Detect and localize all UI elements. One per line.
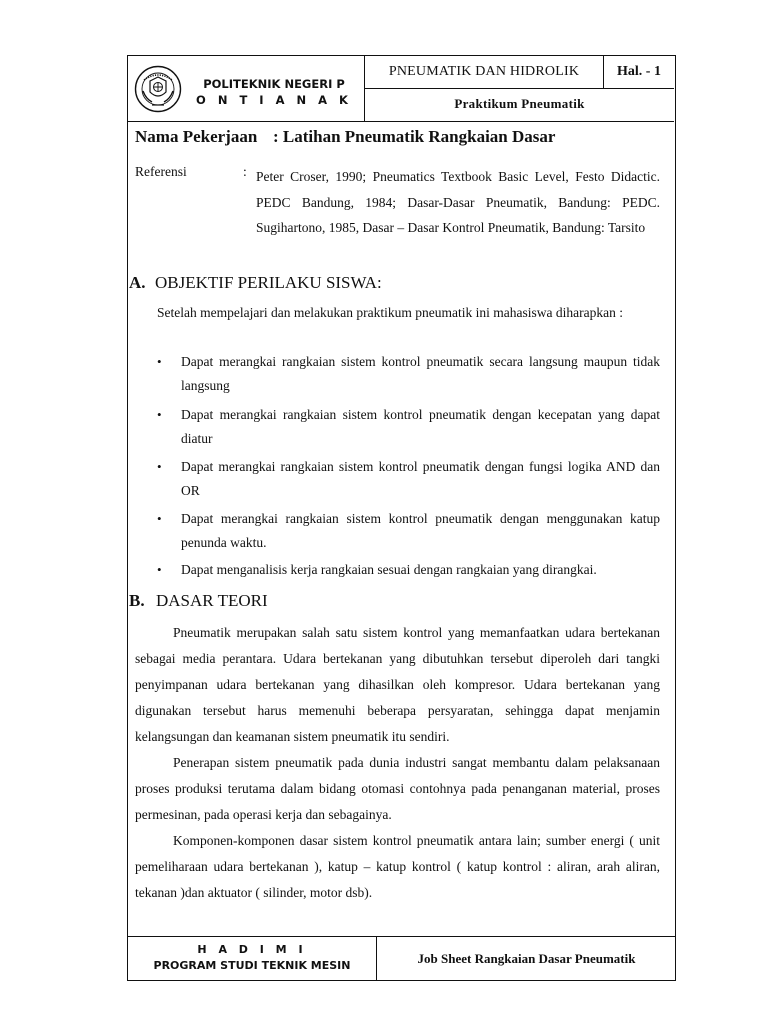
list-item-text: Dapat merangkai rangkaian sistem kontrol pneumatik dengan kecepatan yang dapat diatur <box>181 407 660 446</box>
institution-cell <box>128 56 365 121</box>
reference-label: Referensi <box>135 164 187 179</box>
bullet-icon: • <box>157 511 162 526</box>
section-a-heading <box>129 273 382 293</box>
bullet-icon: • <box>157 562 162 577</box>
list-item-text: Dapat menganalisis kerja rangkaian sesuai dengan rangkaian yang dirangkai. <box>181 562 597 577</box>
author-cell <box>127 936 377 981</box>
study-program: PROGRAM STUDI TEKNIK MESIN <box>153 959 351 972</box>
list-item-text: Dapat merangkai rangkaian sistem kontrol pneumatik dengan fungsi logika AND dan OR <box>181 459 660 498</box>
theory-paragraph: Penerapan sistem pneumatik pada dunia industri sangat membantu dalam pelaksanaan proses produksi terutama dalam bidang otomasi contohnya pada penanganan material, proses permesinan, pada operasi kerja dan sebagainya. <box>135 755 660 822</box>
header-table <box>128 56 674 122</box>
page-number: Hal. - 1 <box>604 56 674 89</box>
section-b-number: B. <box>129 591 145 610</box>
job-label: Nama Pekerjaan <box>135 127 258 146</box>
bullet-icon: • <box>157 407 162 422</box>
job-value: : Latihan Pneumatik Rangkaian Dasar <box>273 127 556 146</box>
job-sheet-title: Job Sheet Rangkaian Dasar Pneumatik <box>417 951 636 966</box>
institution-name: POLITEKNIK NEGERI P <box>203 77 345 91</box>
footer-table <box>127 936 676 981</box>
section-b-title: DASAR TEORI <box>156 591 268 610</box>
sheet-title-cell <box>377 936 676 981</box>
course-title: PNEUMATIK DAN HIDROLIK <box>365 56 604 89</box>
bullet-icon: • <box>157 354 162 369</box>
author-name: H A D I M I <box>197 943 307 956</box>
theory-paragraph: Pneumatik merupakan salah satu sistem kontrol yang memanfaatkan udara bertekanan sebagai media perantara. Udara bertekanan yang dibutuhkan tersebut diperoleh dari tangki penyimpanan udara bertekanan yang dihasilkan oleh kompresor. Udara bertekanan yang digunakan tersebut harus memenuhi beberapa persyaratan, sehingga dapat menjamin kelangsungan dan keamanan sistem pneumatik itu sendiri. <box>135 625 660 744</box>
reference-colon: : <box>243 164 247 179</box>
seal-icon <box>134 65 182 113</box>
section-a-intro: Setelah mempelajari dan melakukan praktikum pneumatik ini mahasiswa diharapkan : <box>157 305 623 320</box>
institution-city: O N T I A N A K <box>196 93 352 107</box>
job-title <box>135 127 555 147</box>
section-a-title: OBJEKTIF PERILAKU SISWA: <box>155 273 382 292</box>
reference-text: Peter Croser, 1990; Pneumatics Textbook Basic Level, Festo Didactic. PEDC Bandung, 1984; Dasar-Dasar Pneumatik, Bandung: PEDC. Sugihartono, 1985, Dasar – Dasar Kontrol Pneumatik, Bandung: Tarsito <box>256 169 660 235</box>
section-a-number: A. <box>129 273 146 292</box>
theory-paragraph: Komponen-komponen dasar sistem kontrol pneumatik antara lain; sumber energi ( unit pemeliharaan udara bertekanan ), katup – katup kontrol ( katup kontrol : aliran, arah aliran, tekanan )dan aktuator ( silinder, motor dsb). <box>135 833 660 900</box>
list-item-text: Dapat merangkai rangkaian sistem kontrol pneumatik dengan menggunakan katup penunda waktu. <box>181 511 660 550</box>
section-b-heading <box>129 591 268 611</box>
practicum-subtitle: Praktikum Pneumatik <box>454 96 585 111</box>
list-item-text: Dapat merangkai rangkaian sistem kontrol pneumatik secara langsung maupun tidak langsung <box>181 354 660 393</box>
bullet-icon: • <box>157 459 162 474</box>
theory-body <box>135 620 660 906</box>
